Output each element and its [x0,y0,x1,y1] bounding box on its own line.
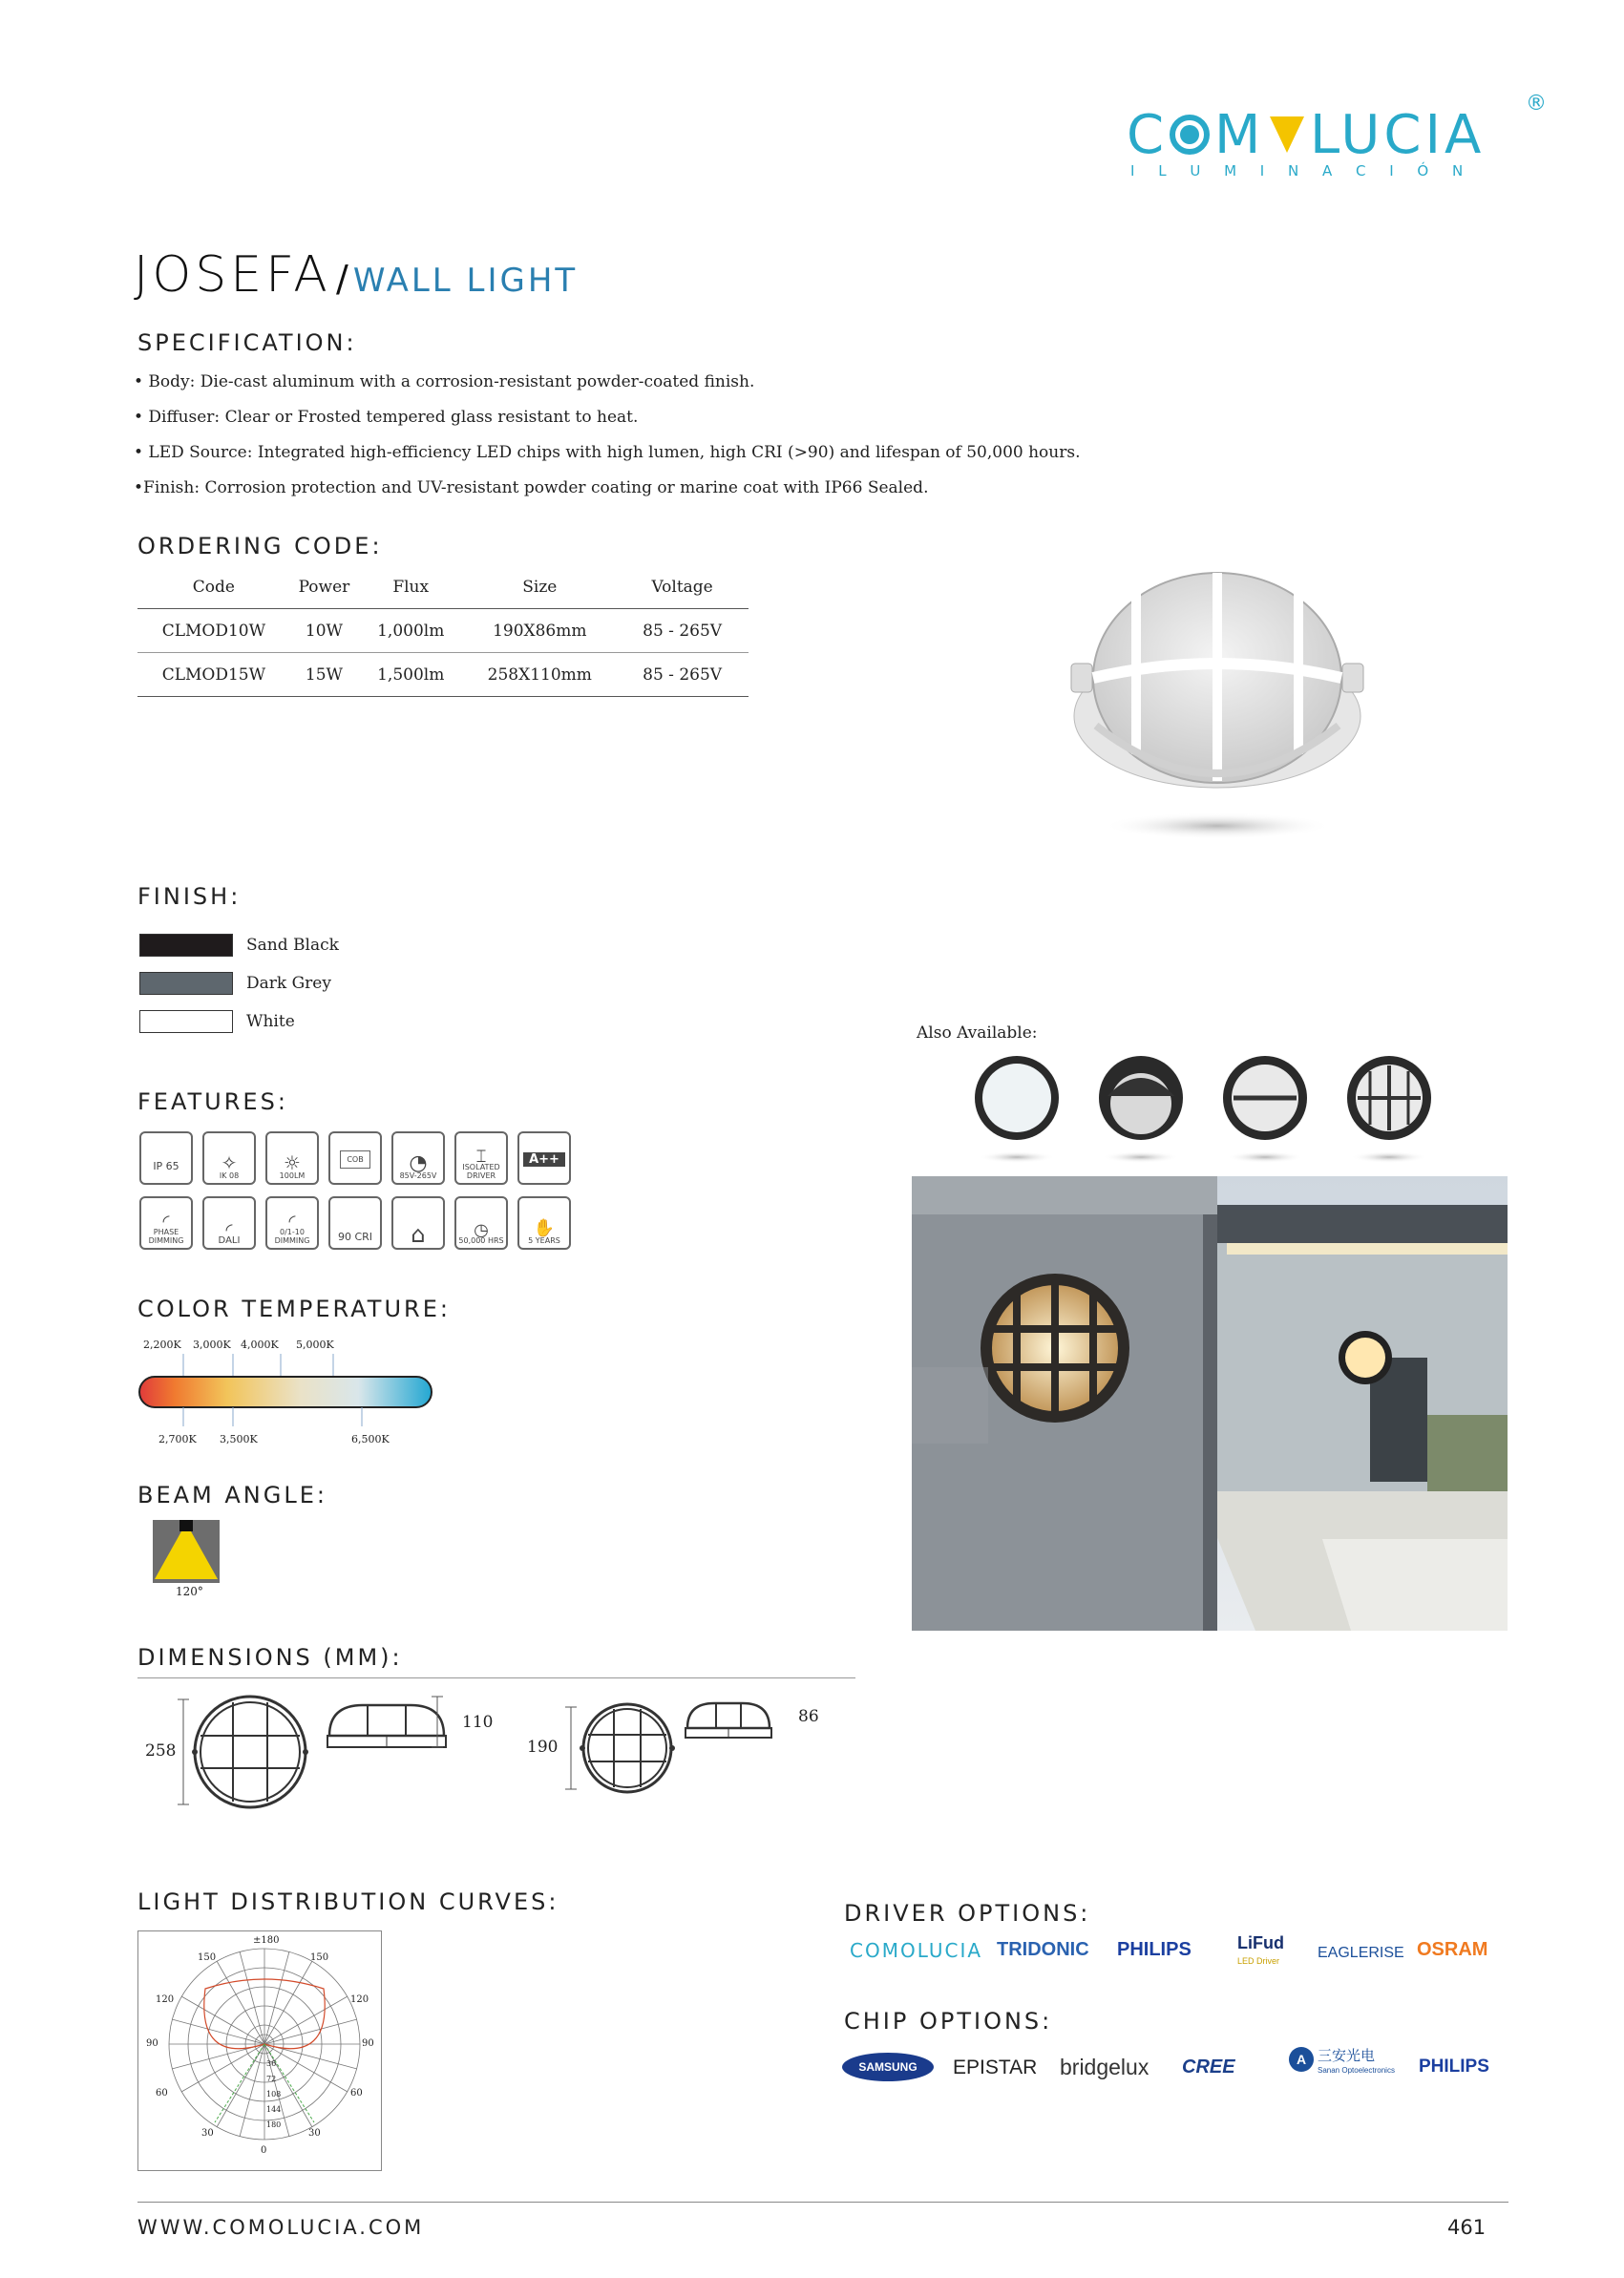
spec-item: •Finish: Corrosion protection and UV-resistant powder coating or marine coat with IP66 Sealed. [134,478,929,497]
polar-angle-label: 30 [308,2128,321,2139]
sanan-logo-icon: A [1289,2047,1314,2072]
table-cell: CLMOD15W [161,664,266,685]
beam-angle-heading: BEAM ANGLE: [137,1482,327,1508]
isolated-driver-icon: ⌶ ISOLATED DRIVER [454,1131,508,1185]
cree-logo-icon: CREE [1182,2057,1235,2078]
specification-list [134,372,1081,514]
feature-label: 50,000 HRS [458,1236,504,1245]
cct-label: 2,200K [143,1339,181,1351]
specification-heading: SPECIFICATION: [137,329,357,356]
spec-item: • LED Source: Integrated high-efficiency LED chips with high lumen, high CRI (>90) and lifespan of 50,000 hours. [134,443,1081,462]
variant-frosted-icon [975,1056,1059,1163]
feature-label: A++ [523,1152,565,1167]
epistar-logo-icon: EPISTAR [953,2057,1038,2078]
svg-text:LUCIA: LUCIA [1310,104,1486,166]
cct-label: 5,000K [296,1339,334,1351]
application-photo [912,1176,1508,1631]
polar-angle-label: 0 [261,2145,267,2156]
finish-list [139,926,339,1041]
product-title [134,246,578,304]
sanan-brand: 三安光电 [1318,2047,1376,2064]
product-type: WALL LIGHT [352,262,579,300]
table-row [137,653,749,697]
polar-grid [138,1931,381,2170]
ip65-icon [139,1131,193,1185]
driver-options-heading: DRIVER OPTIONS: [844,1900,1091,1927]
feature-label: 85V-265V [399,1171,437,1180]
spec-item: • Diffuser: Clear or Frosted tempered glass resistant to heat. [134,408,639,427]
chip-logos [842,2041,1510,2099]
features-row-2 [139,1196,571,1250]
polar-radial-label: 36 [266,2059,277,2068]
variant-eyelid-icon [1099,1056,1183,1163]
feature-label: 5 YEARS [528,1236,560,1245]
column-header: Flux [392,577,430,597]
beam-angle-icon [153,1520,220,1583]
house-icon: ⌂ [391,1196,445,1250]
driver-logos [844,1933,1512,1991]
finish-label: Dark Grey [246,974,331,993]
feature-label: IK 08 [219,1171,240,1180]
ordering-heading: ORDERING CODE: [137,533,383,559]
feature-label: 90 CRI [337,1231,373,1243]
chip-options-heading: CHIP OPTIONS: [844,2008,1053,2035]
cct-label: 4,000K [241,1339,279,1351]
page-number: 461 [1447,2216,1487,2239]
brand-tagline: I L U M I N A C I Ó N [1130,162,1473,179]
dali-icon: ◜ DALI [202,1196,256,1250]
cri-icon [328,1196,382,1250]
cob-chip-icon [328,1131,382,1185]
cct-label: 6,500K [351,1433,390,1445]
table-header-row [137,565,749,609]
dimensions-heading: DIMENSIONS (MM): [137,1644,403,1671]
ordering-table [137,565,749,697]
feature-label: DALI [218,1235,241,1246]
color-swatch [139,972,233,995]
svg-text:C: C [1127,104,1171,166]
registered-mark: ® [1526,92,1547,116]
bridgelux-logo-icon: bridgelux [1060,2055,1149,2079]
dimensions-rule [137,1677,855,1678]
product-name: JOSEFA [134,246,331,304]
polar-chart [137,1930,382,2171]
cct-gradient-bar [137,1354,435,1430]
polar-angle-label: 90 [362,2038,374,2049]
lifud-subtitle: LED Driver [1237,1956,1280,1966]
feature-label: 100LM [279,1171,306,1180]
polar-angle-label: 150 [310,1952,329,1963]
table-cell: 1,000lm [377,621,445,641]
comolucia-logo-icon: COMOLUCIA [850,1939,983,1962]
svg-text:M: M [1214,104,1261,166]
philips-logo-icon: PHILIPS [1117,1939,1192,1960]
cct-label: 2,700K [158,1433,197,1445]
color-temperature-heading: COLOR TEMPERATURE: [137,1296,451,1322]
dimension-drawings [172,1688,859,1822]
polar-angle-label: 120 [350,1994,369,2005]
color-swatch [139,934,233,957]
table-cell: 190X86mm [493,621,587,641]
finish-option [139,926,339,964]
spec-item: • Body: Die-cast aluminum with a corrosion-resistant powder-coated finish. [134,372,755,391]
feature-label: PHASE DIMMING [148,1228,184,1245]
lifud-logo-icon: LiFud [1237,1933,1284,1952]
column-header: Voltage [651,577,713,597]
feature-label: COB [340,1150,369,1169]
variant-thumbnails [964,1050,1480,1174]
feature-label: ISOLATED DRIVER [462,1163,500,1180]
distribution-heading: LIGHT DISTRIBUTION CURVES: [137,1888,559,1915]
table-cell: 85 - 265V [643,664,723,685]
brand-logo [1127,92,1547,191]
footer-rule [137,2202,1508,2203]
features-row-1 [139,1131,571,1185]
polar-radial-label: 108 [266,2090,282,2099]
cct-label: 3,500K [220,1433,258,1445]
polar-angle-label: 60 [350,2088,363,2099]
polar-angle-label: 30 [201,2128,214,2139]
color-swatch [139,1010,233,1033]
finish-label: White [246,1012,295,1031]
column-header: Code [192,577,235,597]
table-cell: 258X110mm [487,664,592,685]
footer-url[interactable]: WWW.COMOLUCIA.COM [137,2216,425,2239]
table-cell: 10W [305,621,343,641]
finish-option [139,1002,339,1041]
sanan-subtitle: Sanan Optoelectronics [1318,2066,1395,2075]
table-cell: CLMOD10W [161,621,266,641]
dimension-small-depth: 86 [798,1707,819,1726]
column-header: Size [522,577,558,597]
table-cell: 1,500lm [377,664,445,685]
polar-radial-label: 72 [266,2075,277,2083]
osram-logo-icon: OSRAM [1417,1939,1488,1960]
dimension-large-diameter: 258 [145,1741,177,1761]
polar-radial-label: 144 [266,2105,282,2114]
dimension-large-depth: 110 [462,1713,494,1732]
polar-radial-label: 180 [266,2120,282,2129]
dimming-0-10-icon: ◜ 0/1-10 DIMMING [265,1196,319,1250]
polar-angle-label: 150 [198,1952,217,1963]
product-photo [1060,535,1365,850]
beam-angle-value: 120° [176,1585,203,1598]
tridonic-logo-icon: TRIDONIC [997,1939,1089,1960]
feature-label: 0/1-10 DIMMING [274,1228,310,1245]
finish-label: Sand Black [246,936,339,955]
finish-option [139,964,339,1002]
ik08-icon: ✧ IK 08 [202,1131,256,1185]
handshake-icon: ✋ 5 YEARS [517,1196,571,1250]
feature-label: IP 65 [153,1160,179,1172]
also-available-label: Also Available: [917,1023,1038,1043]
variant-cross-grid-icon [1347,1056,1431,1163]
phase-dimming-icon: ◜ PHASE DIMMING [139,1196,193,1250]
samsung-logo-icon: SAMSUNG [842,2053,934,2081]
table-cell: 85 - 265V [643,621,723,641]
table-cell: 15W [305,664,343,685]
philips-chip-logo-icon: PHILIPS [1419,2057,1489,2077]
eaglerise-logo-icon: EAGLERISE [1318,1945,1404,1961]
table-row [137,609,749,653]
polar-angle-label: ±180 [253,1935,280,1946]
variant-single-bar-icon [1223,1056,1307,1163]
dimension-small-diameter: 190 [527,1738,559,1757]
polar-angle-label: 60 [156,2088,168,2099]
energy-class-icon [517,1131,571,1185]
title-separator: / [335,258,348,300]
column-header: Power [298,577,350,597]
cct-label: 3,000K [193,1339,231,1351]
features-heading: FEATURES: [137,1088,288,1115]
polar-angle-label: 90 [146,2038,158,2049]
finish-heading: FINISH: [137,883,242,910]
bulb-icon: ☼ 100LM [265,1131,319,1185]
voltage-gauge-icon: ◔ 85V-265V [391,1131,445,1185]
polar-angle-label: 120 [156,1994,175,2005]
clock-icon: ◷ 50,000 HRS [454,1196,508,1250]
